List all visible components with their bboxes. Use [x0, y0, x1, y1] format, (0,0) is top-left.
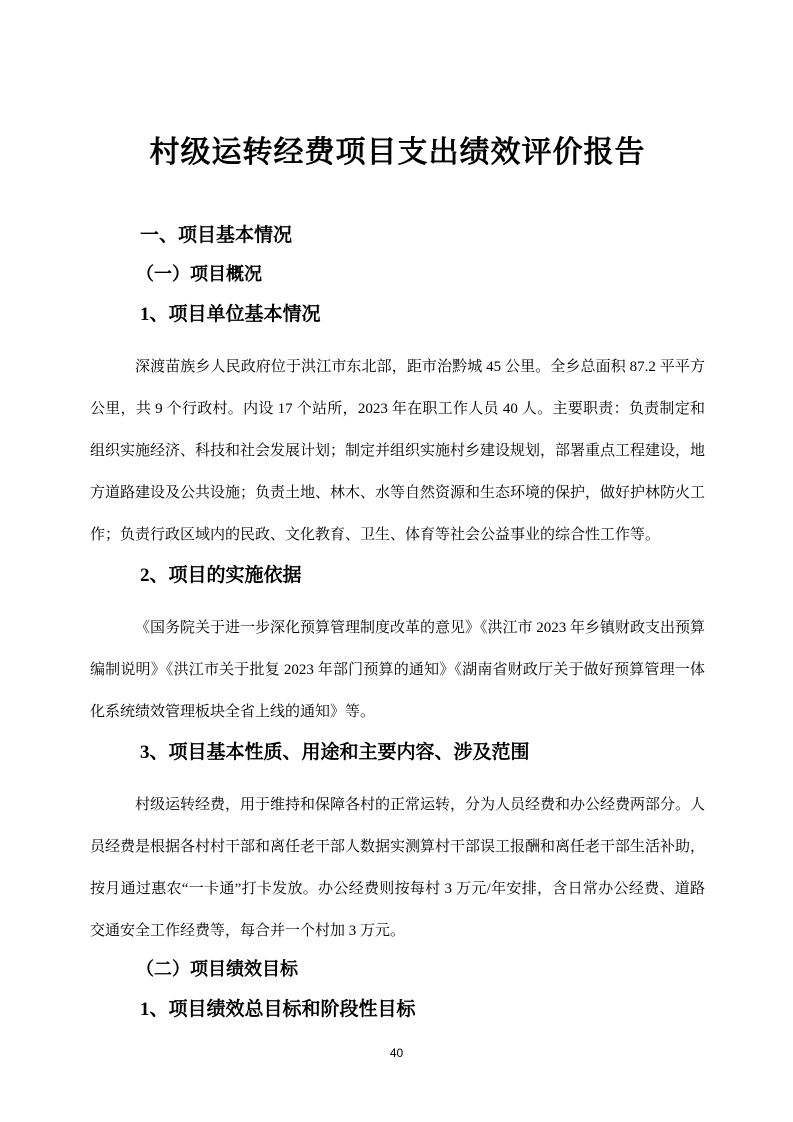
paragraph-nature-and-scope: 村级运转经费，用于维持和保障各村的正常运转，分为人员经费和办公经费两部分。人员经费是根据各村村干部和离任老干部人数据实测算村干部误工报酬和离任老干部生活补助，按月通过惠农“一卡通”打卡发放。办公经费则按每村 3 万元/年安排，含日常办公经费、道路交通安全工作经费等，每合并一个村加 3 万元。 — [90, 797, 706, 939]
document-title: 村级运转经费项目支出绩效评价报告 — [149, 136, 646, 169]
paragraph-implementation-basis: 《国务院关于进一步深化预算管理制度改革的意见》《洪江市 2023 年乡镇财政支出预算编制说明》《洪江市关于批复 2023 年部门预算的通知》《湖南省财政厅关于做好预算管理一体化系统绩效管理板块全省上线的通知》等。 — [90, 620, 706, 720]
page-number: 40 — [389, 1046, 404, 1060]
heading-item-1: 1、项目单位基本情况 — [140, 304, 321, 325]
heading-item-3: 3、项目基本性质、用途和主要内容、涉及范围 — [140, 742, 530, 763]
heading-subsection-1-2: （二）项目绩效目标 — [136, 959, 298, 979]
heading-item-4: 1、项目绩效总目标和阶段性目标 — [140, 999, 416, 1020]
heading-subsection-1-1: （一）项目概况 — [136, 264, 262, 284]
paragraph-unit-overview: 深渡苗族乡人民政府位于洪江市东北部，距市治黔城 45 公里。全乡总面积 87.2 平平方公里，共 9 个行政村。内设 17 个站所，2023 年在职工作人员 40 人。主要职责：负责制定和组织实施经济、科技和社会发展计划；制定并组织实施村乡建设规划，部署重点工程建设，地方道路建设及公共设施；负责土地、林木、水等自然资源和生态环境的保护，做好护林防火工作；负责行政区域内的民政、文化教育、卫生、体育等社会公益事业的综合性工作等。 — [90, 359, 706, 543]
heading-item-2: 2、项目的实施依据 — [140, 565, 302, 586]
heading-section-1: 一、项目基本情况 — [140, 225, 293, 246]
